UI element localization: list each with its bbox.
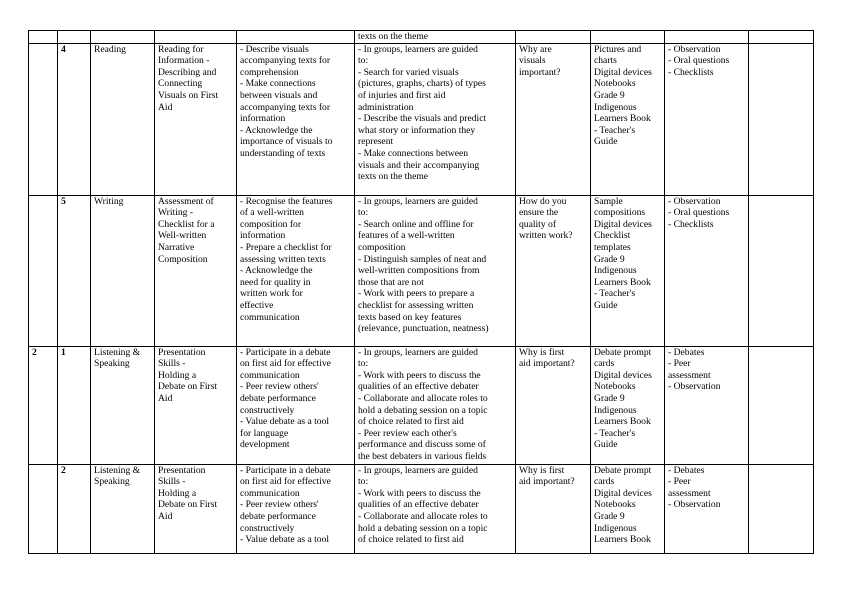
table-row (29, 346, 814, 464)
text-line: information (240, 113, 286, 125)
cell-outcomes (237, 43, 355, 195)
text-line: Grade 9 (594, 392, 625, 404)
text-line: effective (240, 299, 274, 311)
text-line: Checklist for a (158, 218, 215, 230)
text-line: Learners Book (594, 534, 651, 546)
text-line: charts (594, 55, 617, 67)
text-line: debate performance (240, 392, 316, 404)
cell-week (29, 464, 58, 553)
text-line: - Debates (668, 464, 705, 476)
text-line: Debate on First (158, 381, 218, 393)
cell-strand (91, 195, 155, 346)
text-line: - Checklists (668, 218, 714, 230)
text-line: texts on the theme (358, 171, 429, 183)
text-line: - Work with peers to prepare a (358, 288, 475, 300)
text-line: constructively (240, 404, 295, 416)
text-line: - Collaborate and allocate roles to (358, 392, 488, 404)
cell-experiences (355, 31, 516, 44)
text-line: Guide (594, 439, 618, 451)
text-line: Checklist (594, 230, 631, 242)
text-line: importance of visuals to (240, 136, 333, 148)
cell-sub-strand (155, 31, 237, 44)
table-row (29, 464, 814, 553)
text-line: - Collaborate and allocate roles to (358, 510, 488, 522)
cell-lesson: 2 (58, 464, 91, 553)
text-line: - In groups, learners are guided (358, 464, 478, 476)
text-line: Visuals on First (158, 89, 219, 101)
text-line: what story or information they (358, 124, 476, 136)
cell-week: 2 (29, 346, 58, 464)
text-line: communication (240, 369, 300, 381)
text-line: important? (519, 66, 561, 78)
continuation-row (29, 31, 814, 44)
text-line: of choice related to first aid (358, 534, 464, 546)
text-line: communication (240, 487, 300, 499)
text-line: the best debaters in various fields (358, 450, 487, 462)
text-line: Aid (158, 392, 173, 404)
text-line: Well-written (158, 230, 207, 242)
text-line: of a well-written (240, 207, 304, 219)
text-line: Grade 9 (594, 89, 625, 101)
text-line: composition (358, 241, 406, 253)
cell-strand (91, 43, 155, 195)
text-line: - In groups, learners are guided (358, 346, 478, 358)
text-line: Reading for (158, 43, 204, 55)
cell-resources (591, 464, 665, 553)
text-line: to: (358, 358, 369, 370)
text-line: (pictures, graphs, charts) of types (358, 78, 486, 90)
text-line: - Describe visuals (240, 43, 309, 55)
cell-inquiry-question (516, 464, 591, 553)
text-line: represent (358, 136, 394, 148)
text-line: Guide (594, 299, 618, 311)
text-line: Indigenous (594, 101, 637, 113)
text-line: comprehension (240, 66, 299, 78)
text-line: - Distinguish samples of neat and (358, 253, 487, 265)
text-line: composition for (240, 218, 302, 230)
text-line: of injuries and first aid (358, 89, 446, 101)
text-line: checklist for assessing written (358, 299, 474, 311)
text-line: performance and discuss some of (358, 439, 486, 451)
text-line: Learners Book (594, 276, 651, 288)
text-line: - Work with peers to discuss the (358, 487, 481, 499)
text-line: Debate on First (158, 499, 218, 511)
cell-remarks (749, 346, 814, 464)
text-line: administration (358, 101, 414, 113)
cell-assessment (665, 195, 749, 346)
text-line: - Search for varied visuals (358, 66, 459, 78)
text-line: Assessment of (158, 195, 214, 207)
text-line: Pictures and (594, 43, 642, 55)
text-line: ensure the (519, 207, 559, 219)
cell-assessment (665, 43, 749, 195)
cell-assessment (665, 346, 749, 464)
text-line: Speaking (94, 358, 130, 370)
cell-inquiry-question (516, 195, 591, 346)
table-row (29, 43, 814, 195)
text-line: Writing (94, 195, 124, 207)
cell-experiences (355, 464, 516, 553)
cell-inquiry-question (516, 31, 591, 44)
text-line: Sample (594, 195, 623, 207)
text-line: on first aid for effective (240, 358, 331, 370)
text-line: accompanying texts for (240, 101, 331, 113)
text-line: assessment (668, 487, 711, 499)
text-line: Information - (158, 55, 210, 67)
text-line: - Participate in a debate (240, 346, 331, 358)
text-line: (relevance, punctuation, neatness) (358, 323, 489, 335)
cell-week (29, 43, 58, 195)
text-line: - Peer review others' (240, 499, 319, 511)
cell-resources (591, 195, 665, 346)
cell-sub-strand (155, 346, 237, 464)
text-line: hold a debating session on a topic (358, 522, 488, 534)
text-line: qualities of an effective debater (358, 499, 479, 511)
text-line: Digital devices (594, 66, 652, 78)
text-line: - Search online and offline for (358, 218, 474, 230)
text-line: on first aid for effective (240, 476, 331, 488)
text-line: - Teacher's (594, 427, 636, 439)
cell-lesson: 5 (58, 195, 91, 346)
text-line: Notebooks (594, 381, 636, 393)
text-line: to: (358, 55, 369, 67)
cell-remarks (749, 31, 814, 44)
text-line: Indigenous (594, 522, 637, 534)
text-line: for language (240, 427, 289, 439)
text-line: - Peer review each other's (358, 427, 457, 439)
text-line: - Make connections (240, 78, 316, 90)
cell-remarks (749, 43, 814, 195)
text-line: Skills - (158, 476, 186, 488)
text-line: - Participate in a debate (240, 464, 331, 476)
cell-lesson: 4 (58, 43, 91, 195)
text-line: templates (594, 241, 631, 253)
text-line: Speaking (94, 476, 130, 488)
text-line: - Acknowledge the (240, 124, 313, 136)
text-line: to: (358, 207, 369, 219)
text-line: - Teacher's (594, 124, 636, 136)
text-line: aid important? (519, 476, 575, 488)
cell-week (29, 31, 58, 44)
text-line: compositions (594, 207, 646, 219)
text-line: - Observation (668, 499, 721, 511)
cell-strand (91, 464, 155, 553)
table-row (29, 195, 814, 346)
cell-sub-strand (155, 43, 237, 195)
text-line: Why is first (519, 464, 565, 476)
text-line: - Peer (668, 476, 691, 488)
text-line: - Observation (668, 381, 721, 393)
text-line: Grade 9 (594, 253, 625, 265)
text-line: well-written compositions from (358, 265, 480, 277)
text-line: need for quality in (240, 276, 311, 288)
text-line: understanding of texts (240, 147, 326, 159)
text-line: - Debates (668, 346, 705, 358)
text-line: Connecting (158, 78, 203, 90)
text-line: Grade 9 (594, 510, 625, 522)
text-line: - Acknowledge the (240, 265, 313, 277)
text-line: - Oral questions (668, 55, 730, 67)
cell-resources (591, 346, 665, 464)
text-line: Presentation (158, 346, 206, 358)
text-line: - Teacher's (594, 288, 636, 300)
cell-sub-strand (155, 195, 237, 346)
text-line: those that are not (358, 276, 424, 288)
text-line: Why is first (519, 346, 565, 358)
text-line: - Value debate as a tool (240, 534, 330, 546)
text-line: debate performance (240, 510, 316, 522)
text-line: - Describe the visuals and predict (358, 113, 487, 125)
text-line: Skills - (158, 358, 186, 370)
text-line: Digital devices (594, 218, 652, 230)
text-line: written work for (240, 288, 303, 300)
text-line: qualities of an effective debater (358, 381, 479, 393)
text-line: - Make connections between (358, 147, 469, 159)
cell-experiences (355, 195, 516, 346)
text-line: of choice related to first aid (358, 416, 464, 428)
text-line: visuals and their accompanying (358, 159, 480, 171)
text-line: Learners Book (594, 113, 651, 125)
text-line: assessing written texts (240, 253, 326, 265)
cell-week (29, 195, 58, 346)
cell-lesson (58, 31, 91, 44)
text-line: - Oral questions (668, 207, 730, 219)
text-line: Composition (158, 253, 208, 265)
text-line: Holding a (158, 487, 197, 499)
cell-experiences (355, 43, 516, 195)
text-line: written work? (519, 230, 573, 242)
text-line: - Prepare a checklist for (240, 241, 332, 253)
cell-outcomes (237, 464, 355, 553)
text-line: - Checklists (668, 66, 714, 78)
text-line: Indigenous (594, 265, 637, 277)
cell-inquiry-question (516, 43, 591, 195)
text-line: to: (358, 476, 369, 488)
text-line: cards (594, 358, 615, 370)
text-line: Notebooks (594, 78, 636, 90)
text-line: development (240, 439, 290, 451)
cell-strand (91, 346, 155, 464)
text-line: aid important? (519, 358, 575, 370)
text-line: Notebooks (594, 499, 636, 511)
text-line: - Observation (668, 195, 721, 207)
text-line: texts on the theme (358, 31, 429, 42)
text-line: visuals (519, 55, 546, 67)
text-line: communication (240, 311, 300, 323)
text-line: - Recognise the features (240, 195, 333, 207)
text-line: - Value debate as a tool (240, 416, 330, 428)
cell-assessment (665, 464, 749, 553)
text-line: between visuals and (240, 89, 318, 101)
text-line: Holding a (158, 369, 197, 381)
cell-resources (591, 43, 665, 195)
text-line: information (240, 230, 286, 242)
text-line: - In groups, learners are guided (358, 43, 478, 55)
text-line: Learners Book (594, 416, 651, 428)
text-line: - Work with peers to discuss the (358, 369, 481, 381)
text-line: quality of (519, 218, 557, 230)
cell-assessment (665, 31, 749, 44)
text-line: Describing and (158, 66, 217, 78)
text-line: Listening & (94, 464, 141, 476)
text-line: assessment (668, 369, 711, 381)
cell-outcomes (237, 195, 355, 346)
cell-outcomes (237, 346, 355, 464)
text-line: accompanying texts for (240, 55, 331, 67)
cell-remarks (749, 464, 814, 553)
text-line: How do you (519, 195, 567, 207)
text-line: Digital devices (594, 369, 652, 381)
text-line: Listening & (94, 346, 141, 358)
text-line: Writing - (158, 207, 194, 219)
cell-strand (91, 31, 155, 44)
text-line: cards (594, 476, 615, 488)
text-line: - Peer (668, 358, 691, 370)
cell-outcomes (237, 31, 355, 44)
text-line: texts based on key features (358, 311, 462, 323)
text-line: hold a debating session on a topic (358, 404, 488, 416)
text-line: - Observation (668, 43, 721, 55)
text-line: Reading (94, 43, 126, 55)
text-line: Digital devices (594, 487, 652, 499)
cell-remarks (749, 195, 814, 346)
text-line: Indigenous (594, 404, 637, 416)
text-line: Debate prompt (594, 346, 652, 358)
text-line: Narrative (158, 241, 195, 253)
cell-resources (591, 31, 665, 44)
text-line: Why are (519, 43, 552, 55)
text-line: features of a well-written (358, 230, 455, 242)
text-line: Aid (158, 101, 173, 113)
cell-lesson: 1 (58, 346, 91, 464)
cell-experiences (355, 346, 516, 464)
text-line: constructively (240, 522, 295, 534)
cell-sub-strand (155, 464, 237, 553)
text-line: Aid (158, 510, 173, 522)
text-line: Guide (594, 136, 618, 148)
text-line: Presentation (158, 464, 206, 476)
text-line: - Peer review others' (240, 381, 319, 393)
scheme-of-work-table (28, 30, 814, 554)
text-line: Debate prompt (594, 464, 652, 476)
text-line: - In groups, learners are guided (358, 195, 478, 207)
cell-inquiry-question (516, 346, 591, 464)
